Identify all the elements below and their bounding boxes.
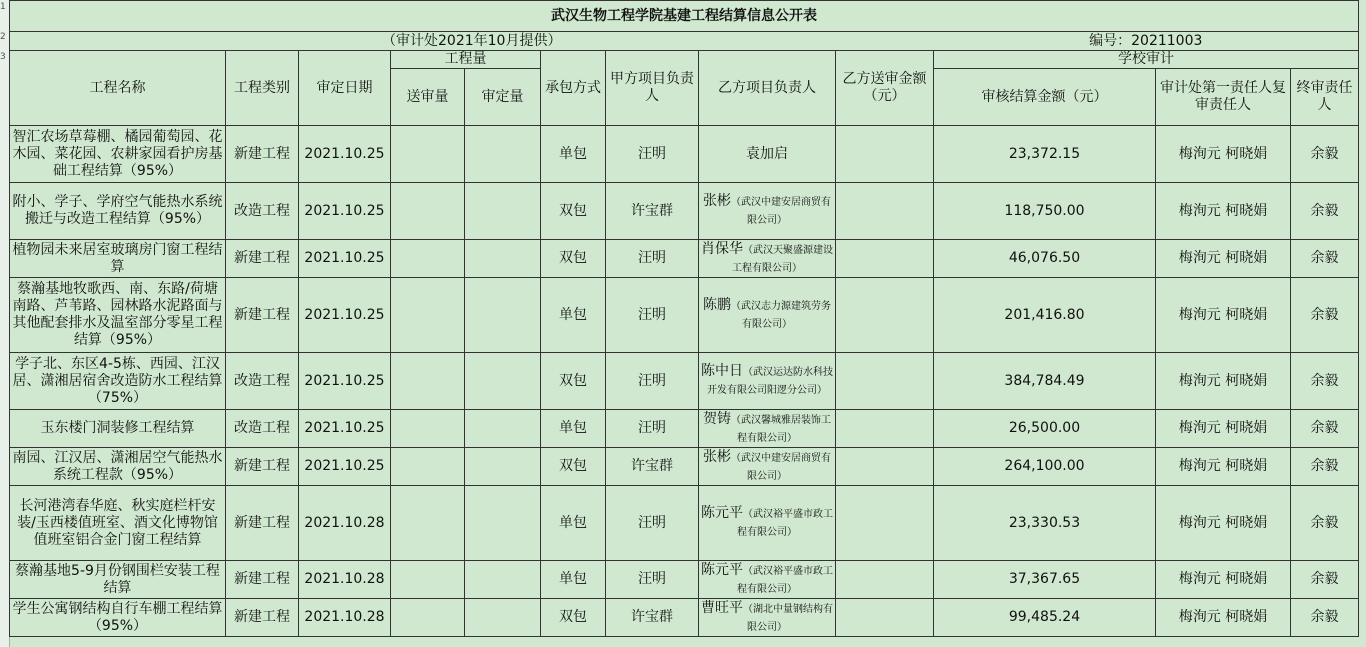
party-b-company: （武汉馨城雅居装饰工程有限公司） (731, 414, 831, 444)
table-row[interactable] (10, 240, 1359, 278)
cell-party-b-amount[interactable] (836, 599, 934, 637)
cell-project-name[interactable]: 蔡瀚基地牧歌西、南、东路/荷塘南路、芦苇路、园林路水泥路面与其他配套排水及温室部分零星工程结算（95%） (10, 278, 226, 353)
cell-final-reviewer[interactable]: 余毅 (1291, 126, 1359, 183)
cell-party-b-amount[interactable] (836, 410, 934, 448)
cell-party-b[interactable] (699, 599, 836, 637)
cell-qty-approved[interactable] (465, 240, 541, 278)
cell-auditors[interactable]: 梅洵元 柯晓娟 (1156, 240, 1291, 278)
cell-audit-amount[interactable]: 99,485.24 (934, 599, 1156, 637)
cell-party-b[interactable] (699, 278, 836, 353)
cell-project-type[interactable]: 新建工程 (226, 486, 299, 561)
cell-qty-sent[interactable] (391, 561, 465, 599)
party-b-company: （武汉中建安居商贸有限公司） (731, 452, 831, 482)
cell-audit-date[interactable]: 2021.10.25 (299, 353, 391, 410)
cell-contract-type[interactable]: 单包 (541, 126, 606, 183)
cell-qty-sent[interactable] (391, 410, 465, 448)
cell-qty-approved[interactable] (465, 486, 541, 561)
party-b-person: 陈元平 (701, 561, 743, 578)
cell-project-type[interactable]: 新建工程 (226, 561, 299, 599)
cell-auditors[interactable]: 梅洵元 柯晓娟 (1156, 126, 1291, 183)
cell-party-b-amount[interactable] (836, 353, 934, 410)
cell-project-type[interactable]: 新建工程 (226, 599, 299, 637)
cell-contract-type[interactable]: 双包 (541, 448, 606, 486)
cell-project-type[interactable]: 新建工程 (226, 126, 299, 183)
cell-project-type[interactable]: 改造工程 (226, 183, 299, 240)
cell-audit-amount[interactable]: 37,367.65 (934, 561, 1156, 599)
table-title[interactable]: 武汉生物工程学院基建工程结算信息公开表 (10, 1, 1359, 32)
cell-project-name[interactable]: 蔡瀚基地5-9月份钢围栏安装工程结算 (10, 561, 226, 599)
cell-qty-sent[interactable] (391, 278, 465, 353)
cell-audit-amount[interactable]: 46,076.50 (934, 240, 1156, 278)
party-b-company: （武汉裕平盛市政工程有限公司） (737, 509, 833, 538)
cell-project-type[interactable]: 新建工程 (226, 448, 299, 486)
cell-auditors[interactable]: 梅洵元 柯晓娟 (1156, 561, 1291, 599)
cell-contract-type[interactable]: 双包 (541, 183, 606, 240)
cell-final-reviewer[interactable]: 余毅 (1291, 486, 1359, 561)
party-b-company: （武汉天聚盛源建设工程有限公司） (732, 244, 833, 274)
col-header-contract[interactable]: 承包方式 (541, 51, 606, 126)
cell-party-a[interactable]: 汪明 (606, 278, 699, 353)
table-row[interactable] (10, 486, 1359, 561)
cell-audit-amount[interactable]: 384,784.49 (934, 353, 1156, 410)
party-b-person: 曹旺平 (701, 599, 743, 616)
cell-party-b[interactable] (699, 410, 836, 448)
cell-qty-sent[interactable] (391, 240, 465, 278)
cell-qty-approved[interactable] (465, 278, 541, 353)
cell-final-reviewer[interactable]: 余毅 (1291, 240, 1359, 278)
cell-party-b[interactable] (699, 183, 836, 240)
table-row[interactable] (10, 126, 1359, 183)
cell-qty-approved[interactable] (465, 183, 541, 240)
cell-audit-amount[interactable]: 23,372.15 (934, 126, 1156, 183)
cell-auditors[interactable]: 梅洵元 柯晓娟 (1156, 410, 1291, 448)
party-b-person: 张彬 (703, 448, 731, 465)
cell-final-reviewer[interactable]: 余毅 (1291, 410, 1359, 448)
cell-party-a[interactable]: 汪明 (606, 410, 699, 448)
cell-project-type[interactable]: 新建工程 (226, 278, 299, 353)
table-row[interactable] (10, 183, 1359, 240)
cell-auditors[interactable]: 梅洵元 柯晓娟 (1156, 183, 1291, 240)
document-code[interactable]: 编号：20211003 (934, 32, 1359, 51)
cell-project-name[interactable]: 植物园未来居室玻璃房门窗工程结算 (10, 240, 226, 278)
cell-project-name[interactable]: 南园、江汉居、潇湘居空气能热水系统工程款（95%） (10, 448, 226, 486)
row-number[interactable]: 1 (0, 2, 6, 12)
cell-party-b-amount[interactable] (836, 183, 934, 240)
cell-final-reviewer[interactable]: 余毅 (1291, 183, 1359, 240)
col-header-quantity[interactable]: 工程量 (391, 51, 541, 69)
table-row[interactable] (10, 278, 1359, 353)
cell-project-type[interactable]: 改造工程 (226, 353, 299, 410)
cell-party-b-amount[interactable] (836, 240, 934, 278)
cell-contract-type[interactable]: 单包 (541, 486, 606, 561)
col-header-audit-amount[interactable]: 审核结算金额（元） (934, 69, 1156, 126)
cell-project-name[interactable]: 学子北、东区4-5栋、西园、江汉居、潇湘居宿舍改造防水工程结算（75%） (10, 353, 226, 410)
col-header-qty-sent[interactable]: 送审量 (391, 69, 465, 126)
spreadsheet[interactable] (9, 0, 1366, 647)
cell-party-b-amount[interactable] (836, 486, 934, 561)
cell-final-reviewer[interactable]: 余毅 (1291, 278, 1359, 353)
col-header-name[interactable]: 工程名称 (10, 51, 226, 126)
cell-audit-amount[interactable]: 264,100.00 (934, 448, 1156, 486)
cell-project-type[interactable]: 新建工程 (226, 240, 299, 278)
cell-qty-approved[interactable] (465, 561, 541, 599)
party-b-person: 陈鹏 (703, 297, 731, 313)
col-header-school-audit[interactable]: 学校审计 (934, 51, 1359, 69)
cell-party-a[interactable]: 汪明 (606, 240, 699, 278)
party-b-person: 贺铸 (703, 410, 731, 427)
party-b-company: （武汉裕平盛市政工程有限公司） (737, 565, 833, 595)
cell-party-b-amount[interactable] (836, 561, 934, 599)
party-b-person: 陈元平 (701, 505, 743, 521)
cell-contract-type[interactable]: 双包 (541, 353, 606, 410)
col-header-final[interactable]: 终审责任人 (1291, 69, 1359, 126)
cell-audit-date[interactable]: 2021.10.28 (299, 599, 391, 637)
cell-auditors[interactable]: 梅洵元 柯晓娟 (1156, 448, 1291, 486)
cell-party-a[interactable]: 汪明 (606, 126, 699, 183)
cell-project-type[interactable]: 改造工程 (226, 410, 299, 448)
cell-project-name[interactable]: 附小、学子、学府空气能热水系统搬迁与改造工程结算（95%） (10, 183, 226, 240)
cell-project-name[interactable]: 学生公寓钢结构自行车棚工程结算（95%） (10, 599, 226, 637)
cell-final-reviewer[interactable]: 余毅 (1291, 353, 1359, 410)
cell-audit-amount[interactable]: 23,330.53 (934, 486, 1156, 561)
cell-party-b[interactable] (699, 126, 836, 183)
cell-qty-approved[interactable] (465, 126, 541, 183)
col-header-audit-first[interactable]: 审计处第一责任人复审责任人 (1156, 69, 1291, 126)
col-header-date[interactable]: 审定日期 (299, 51, 391, 126)
cell-audit-date[interactable]: 2021.10.25 (299, 278, 391, 353)
cell-qty-sent[interactable] (391, 126, 465, 183)
cell-auditors[interactable]: 梅洵元 柯晓娟 (1156, 486, 1291, 561)
cell-project-name[interactable]: 智汇农场草莓棚、橘园葡萄园、花木园、菜花园、农耕家园看护房基础工程结算（95%） (10, 126, 226, 183)
cell-qty-approved[interactable] (465, 353, 541, 410)
table-row[interactable] (10, 599, 1359, 637)
party-b-company: （湖北中量钢结构有限公司） (743, 603, 833, 633)
table-row[interactable] (10, 410, 1359, 448)
cell-qty-approved[interactable] (465, 599, 541, 637)
cell-final-reviewer[interactable]: 余毅 (1291, 448, 1359, 486)
party-b-person: 陈中日 (701, 363, 743, 379)
cell-contract-type[interactable]: 双包 (541, 599, 606, 637)
cell-party-b[interactable] (699, 353, 836, 410)
cell-qty-sent[interactable] (391, 599, 465, 637)
cell-contract-type[interactable]: 单包 (541, 561, 606, 599)
cell-party-b[interactable] (699, 561, 836, 599)
cell-contract-type[interactable]: 双包 (541, 240, 606, 278)
cell-party-b-amount[interactable] (836, 448, 934, 486)
cell-audit-date[interactable]: 2021.10.25 (299, 240, 391, 278)
cell-party-a[interactable]: 许宝群 (606, 183, 699, 240)
cell-party-b-amount[interactable] (836, 278, 934, 353)
cell-audit-date[interactable]: 2021.10.28 (299, 561, 391, 599)
cell-qty-approved[interactable] (465, 448, 541, 486)
cell-party-a[interactable]: 许宝群 (606, 599, 699, 637)
cell-qty-sent[interactable] (391, 183, 465, 240)
party-b-company: （武汉中建安居商贸有限公司） (731, 197, 831, 226)
cell-party-b[interactable] (699, 486, 836, 561)
cell-qty-approved[interactable] (465, 410, 541, 448)
cell-final-reviewer[interactable]: 余毅 (1291, 561, 1359, 599)
cell-audit-date[interactable]: 2021.10.25 (299, 126, 391, 183)
cell-party-a[interactable]: 许宝群 (606, 448, 699, 486)
cell-party-a[interactable]: 汪明 (606, 561, 699, 599)
table-subtitle[interactable]: （审计处2021年10月提供） (10, 32, 934, 51)
cell-qty-sent[interactable] (391, 486, 465, 561)
cell-project-name[interactable]: 玉东楼门洞装修工程结算 (10, 410, 226, 448)
cell-auditors[interactable]: 梅洵元 柯晓娟 (1156, 353, 1291, 410)
cell-auditors[interactable]: 梅洵元 柯晓娟 (1156, 278, 1291, 353)
cell-audit-date[interactable]: 2021.10.25 (299, 410, 391, 448)
table-row[interactable] (10, 353, 1359, 410)
cell-audit-amount[interactable]: 118,750.00 (934, 183, 1156, 240)
cell-party-b-amount[interactable] (836, 126, 934, 183)
cell-party-b[interactable] (699, 448, 836, 486)
cell-audit-date[interactable]: 2021.10.25 (299, 448, 391, 486)
cell-audit-date[interactable]: 2021.10.28 (299, 486, 391, 561)
cell-party-a[interactable]: 汪明 (606, 486, 699, 561)
col-header-qty-approved[interactable]: 审定量 (465, 69, 541, 126)
cell-party-b[interactable] (699, 240, 836, 278)
cell-audit-amount[interactable]: 26,500.00 (934, 410, 1156, 448)
cell-contract-type[interactable]: 单包 (541, 278, 606, 353)
table-row[interactable] (10, 561, 1359, 599)
cell-qty-sent[interactable] (391, 448, 465, 486)
table-row[interactable] (10, 448, 1359, 486)
cell-final-reviewer[interactable]: 余毅 (1291, 599, 1359, 637)
row-number[interactable]: 2 (0, 32, 6, 42)
party-b-person: 袁加启 (746, 145, 788, 162)
cell-qty-sent[interactable] (391, 353, 465, 410)
col-header-party-b[interactable]: 乙方项目负责人 (699, 51, 836, 126)
col-header-party-b-amount[interactable]: 乙方送审金额（元） (836, 51, 934, 126)
party-b-company: （武汉运达防水科技开发有限公司阳逻分公司） (707, 367, 833, 396)
col-header-party-a[interactable]: 甲方项目负责人 (606, 51, 699, 126)
col-header-type[interactable]: 工程类别 (226, 51, 299, 126)
cell-auditors[interactable]: 梅洵元 柯晓娟 (1156, 599, 1291, 637)
cell-audit-date[interactable]: 2021.10.25 (299, 183, 391, 240)
party-b-person: 肖保华 (701, 240, 743, 257)
settlement-table (9, 0, 1359, 637)
party-b-company: （武汉志力源建筑劳务有限公司） (731, 301, 831, 330)
cell-audit-amount[interactable]: 201,416.80 (934, 278, 1156, 353)
cell-party-a[interactable]: 汪明 (606, 353, 699, 410)
row-number[interactable]: 3 (0, 52, 6, 62)
party-b-person: 张彬 (703, 193, 731, 209)
cell-contract-type[interactable]: 单包 (541, 410, 606, 448)
cell-project-name[interactable]: 长河港湾春华庭、秋实庭栏杆安装/玉西楼值班室、酒文化博物馆值班室铝合金门窗工程结算 (10, 486, 226, 561)
